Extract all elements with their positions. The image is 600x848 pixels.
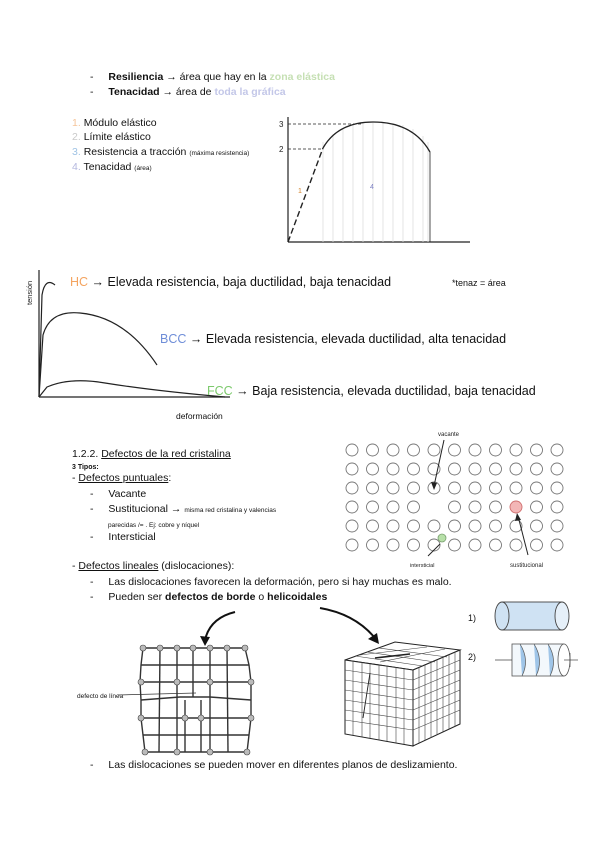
lattice-atom bbox=[469, 482, 481, 494]
lattice-atom bbox=[346, 482, 358, 494]
edge-dislocation-figure bbox=[135, 640, 260, 760]
lattice-atom bbox=[387, 501, 399, 513]
lattice-atom bbox=[510, 482, 522, 494]
section-heading: 1.2.2. Defectos de la red cristalina bbox=[72, 448, 231, 460]
defect-line-label: defecto de línea bbox=[77, 693, 124, 700]
ylabel: tensión bbox=[25, 280, 34, 305]
lattice-atom bbox=[490, 463, 502, 475]
lattice-atom bbox=[408, 444, 420, 456]
lattice-atom bbox=[449, 444, 461, 456]
bcc-label: BCC → Elevada resistencia, elevada ductilidad, alta tenacidad bbox=[160, 332, 507, 346]
graph-mark-4: 4 bbox=[370, 184, 374, 191]
lattice-atom bbox=[387, 463, 399, 475]
sustitucional-label: sustitucional bbox=[510, 563, 544, 569]
graph-mark-1: 1 bbox=[298, 188, 302, 195]
lattice-atom bbox=[510, 444, 522, 456]
fig-label-2: 2) bbox=[468, 652, 477, 662]
lattice-atom bbox=[551, 482, 563, 494]
lattice-atom bbox=[408, 482, 420, 494]
lattice-atom bbox=[531, 539, 543, 551]
lattice-atom bbox=[531, 444, 543, 456]
types-label: 3 Tipos: bbox=[72, 464, 99, 471]
lattice-atom bbox=[408, 539, 420, 551]
lattice-atom bbox=[469, 444, 481, 456]
lattice-atom bbox=[428, 444, 440, 456]
bullet-resiliencia: - Resiliencia → área que hay en la zona elástica bbox=[90, 71, 335, 83]
lattice-atom bbox=[346, 520, 358, 532]
lattice-atom bbox=[531, 482, 543, 494]
lattice-atom bbox=[469, 520, 481, 532]
stress-strain-graph bbox=[278, 112, 473, 247]
lattice-atom bbox=[367, 501, 379, 513]
linear-defects-heading: - Defectos lineales (dislocaciones): bbox=[72, 560, 235, 572]
lattice-atom bbox=[551, 501, 563, 513]
vacante-label: vacante bbox=[438, 432, 460, 438]
graph-mark-2: 2 bbox=[279, 145, 284, 154]
lattice-atom bbox=[490, 482, 502, 494]
fcc-label: FCC → Baja resistencia, elevada ductilidad, baja tenacidad bbox=[207, 384, 536, 398]
bullet-tenacidad: - Tenacidad → área de toda la gráfica bbox=[90, 86, 286, 98]
lattice-atom bbox=[510, 539, 522, 551]
lattice-atom bbox=[531, 520, 543, 532]
lattice-atom bbox=[346, 463, 358, 475]
lattice-atom bbox=[490, 444, 502, 456]
intersticial-label: intersticial bbox=[410, 563, 435, 569]
lattice-atom bbox=[469, 539, 481, 551]
xlabel: deformación bbox=[176, 411, 223, 421]
lattice-diagram bbox=[340, 428, 580, 573]
lattice-atom bbox=[551, 463, 563, 475]
lattice-atom bbox=[449, 463, 461, 475]
lattice-atom bbox=[367, 463, 379, 475]
lattice-atom bbox=[367, 482, 379, 494]
lattice-atom bbox=[367, 539, 379, 551]
lattice-atom bbox=[428, 539, 440, 551]
lattice-atom bbox=[449, 501, 461, 513]
lattice-atom bbox=[387, 520, 399, 532]
sust-note2: parecidas /= . Ej: cobre y níquel bbox=[108, 522, 200, 529]
fig-label-1: 1) bbox=[468, 613, 477, 623]
defect-line-pointer bbox=[118, 690, 198, 700]
lattice-atom bbox=[490, 539, 502, 551]
final-item: - Las dislocaciones se pueden mover en diferentes planos de deslizamiento. bbox=[90, 759, 458, 771]
point-item-vacante: - Vacante bbox=[90, 488, 147, 500]
property-4: 4. Tenacidad (área) bbox=[72, 161, 152, 173]
property-1: 1. Módulo elástico bbox=[72, 117, 157, 129]
point-item-sustitucional: - Sustitucional → misma red cristalina y valencias bbox=[90, 503, 277, 515]
lattice-atom bbox=[449, 520, 461, 532]
hc-label: HC → Elevada resistencia, baja ductilidad, baja tenacidad bbox=[70, 275, 392, 289]
linear-item-2: - Pueden ser defectos de borde o helicoidales bbox=[90, 591, 328, 603]
lattice-atom bbox=[469, 501, 481, 513]
lattice-atom bbox=[490, 501, 502, 513]
linear-item-1: - Las dislocaciones favorecen la deformación, pero si hay muchas es malo. bbox=[90, 576, 452, 588]
lattice-atom bbox=[367, 444, 379, 456]
cylinder-illustrations bbox=[490, 600, 590, 695]
property-2: 2. Límite elástico bbox=[72, 131, 151, 143]
lattice-atom bbox=[408, 501, 420, 513]
lattice-atom bbox=[490, 520, 502, 532]
graph-mark-3: 3 bbox=[279, 120, 284, 129]
point-item-intersticial: - Intersticial bbox=[90, 531, 156, 543]
point-defects-heading: - Defectos puntuales: bbox=[72, 472, 172, 484]
lattice-atom bbox=[551, 539, 563, 551]
lattice-atom bbox=[346, 501, 358, 513]
lattice-atom bbox=[551, 444, 563, 456]
lattice-atom bbox=[449, 482, 461, 494]
lattice-atom bbox=[408, 520, 420, 532]
screw-dislocation-figure bbox=[335, 638, 465, 750]
lattice-atom bbox=[551, 520, 563, 532]
lattice-atom bbox=[428, 520, 440, 532]
lattice-atom bbox=[387, 482, 399, 494]
lattice-atom bbox=[449, 539, 461, 551]
lattice-atom bbox=[408, 463, 420, 475]
lattice-atom bbox=[531, 463, 543, 475]
lattice-atom bbox=[510, 463, 522, 475]
lattice-atom bbox=[346, 444, 358, 456]
lattice-atom bbox=[531, 501, 543, 513]
lattice-atom bbox=[367, 520, 379, 532]
property-3: 3. Resistencia a tracción (máxima resistencia) bbox=[72, 146, 250, 158]
tenaz-note: *tenaz = área bbox=[452, 278, 506, 288]
lattice-atom bbox=[469, 463, 481, 475]
lattice-atom bbox=[387, 539, 399, 551]
lattice-atom bbox=[387, 444, 399, 456]
lattice-atom bbox=[346, 539, 358, 551]
